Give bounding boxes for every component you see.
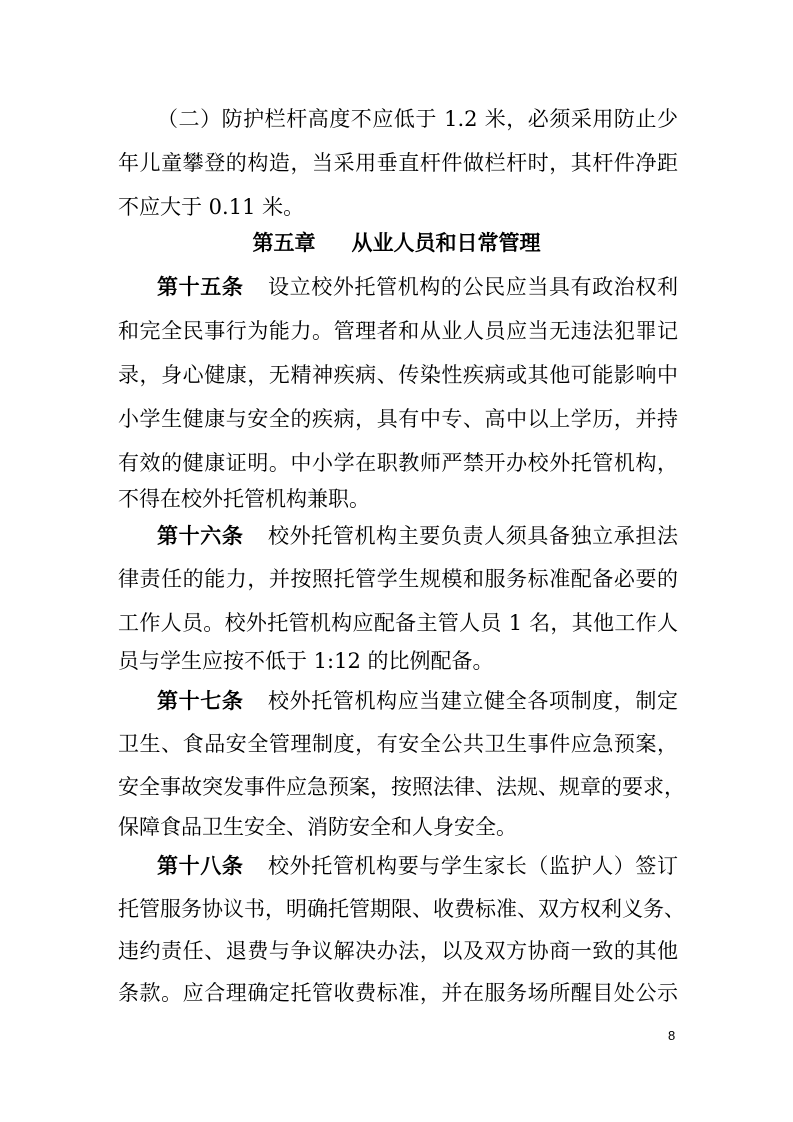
paragraph-line: 和完全民事行为能力。管理者和从业人员应当无违法犯罪记 [118, 319, 678, 343]
article-label: 第十七条 [157, 689, 244, 713]
paragraph-line: 卫生、食品安全管理制度，有安全公共卫生事件应急预案， [118, 732, 678, 756]
page-number: 8 [668, 1028, 676, 1043]
article-text: 校外托管机构要与学生家长（监护人）签订 [267, 854, 679, 878]
chapter-heading [0, 221, 793, 265]
article-first-line [157, 679, 678, 723]
article-text: 设立校外托管机构的公民应当具有政治权利 [267, 275, 679, 299]
paragraph-line: 有效的健康证明。中小学在职教师严禁开办校外托管机构， [118, 451, 678, 475]
paragraph-line: （二）防护栏杆高度不应低于 1.2 米，必须采用防止少 [157, 107, 678, 131]
article-first-line [157, 844, 678, 888]
paragraph-line: 律责任的能力，并按照托管学生规模和服务标准配备必要的 [118, 567, 678, 591]
chapter-number: 第五章 [252, 231, 316, 255]
paragraph-line: 安全事故突发事件应急预案，按照法律、法规、规章的要求， [118, 775, 685, 799]
paragraph-line: 年儿童攀登的构造，当采用垂直杆件做栏杆时，其杆件净距 [118, 151, 678, 175]
paragraph-line: 员与学生应按不低于 1:12 的比例配备。 [118, 649, 494, 673]
paragraph-line: 托管服务协议书，明确托管期限、收费标准、双方权利义务、 [118, 897, 685, 921]
paragraph-line: 小学生健康与安全的疾病，具有中专、高中以上学历，并持 [118, 407, 678, 431]
article-label: 第十六条 [157, 524, 244, 548]
paragraph-line: 录，身心健康，无精神疾病、传染性疾病或其他可能影响中 [118, 363, 678, 387]
chapter-title: 从业人员和日常管理 [351, 231, 541, 255]
article-first-line [157, 514, 678, 558]
paragraph-line: 不应大于 0.11 米。 [118, 195, 305, 219]
article-label: 第十八条 [157, 854, 244, 878]
article-label: 第十五条 [157, 275, 244, 299]
paragraph-line: 条款。应合理确定托管收费标准，并在服务场所醒目处公示 [118, 981, 678, 1005]
article-text: 校外托管机构主要负责人须具备独立承担法 [267, 524, 679, 548]
paragraph-line: 违约责任、退费与争议解决办法，以及双方协商一致的其他 [118, 939, 678, 963]
paragraph-line: 不得在校外托管机构兼职。 [118, 487, 370, 511]
paragraph-line: 工作人员。校外托管机构应配备主管人员 1 名，其他工作人 [118, 611, 678, 635]
article-text: 校外托管机构应当建立健全各项制度，制定 [267, 689, 679, 713]
article-first-line [157, 265, 678, 309]
paragraph-line: 保障食品卫生安全、消防安全和人身安全。 [118, 815, 517, 839]
